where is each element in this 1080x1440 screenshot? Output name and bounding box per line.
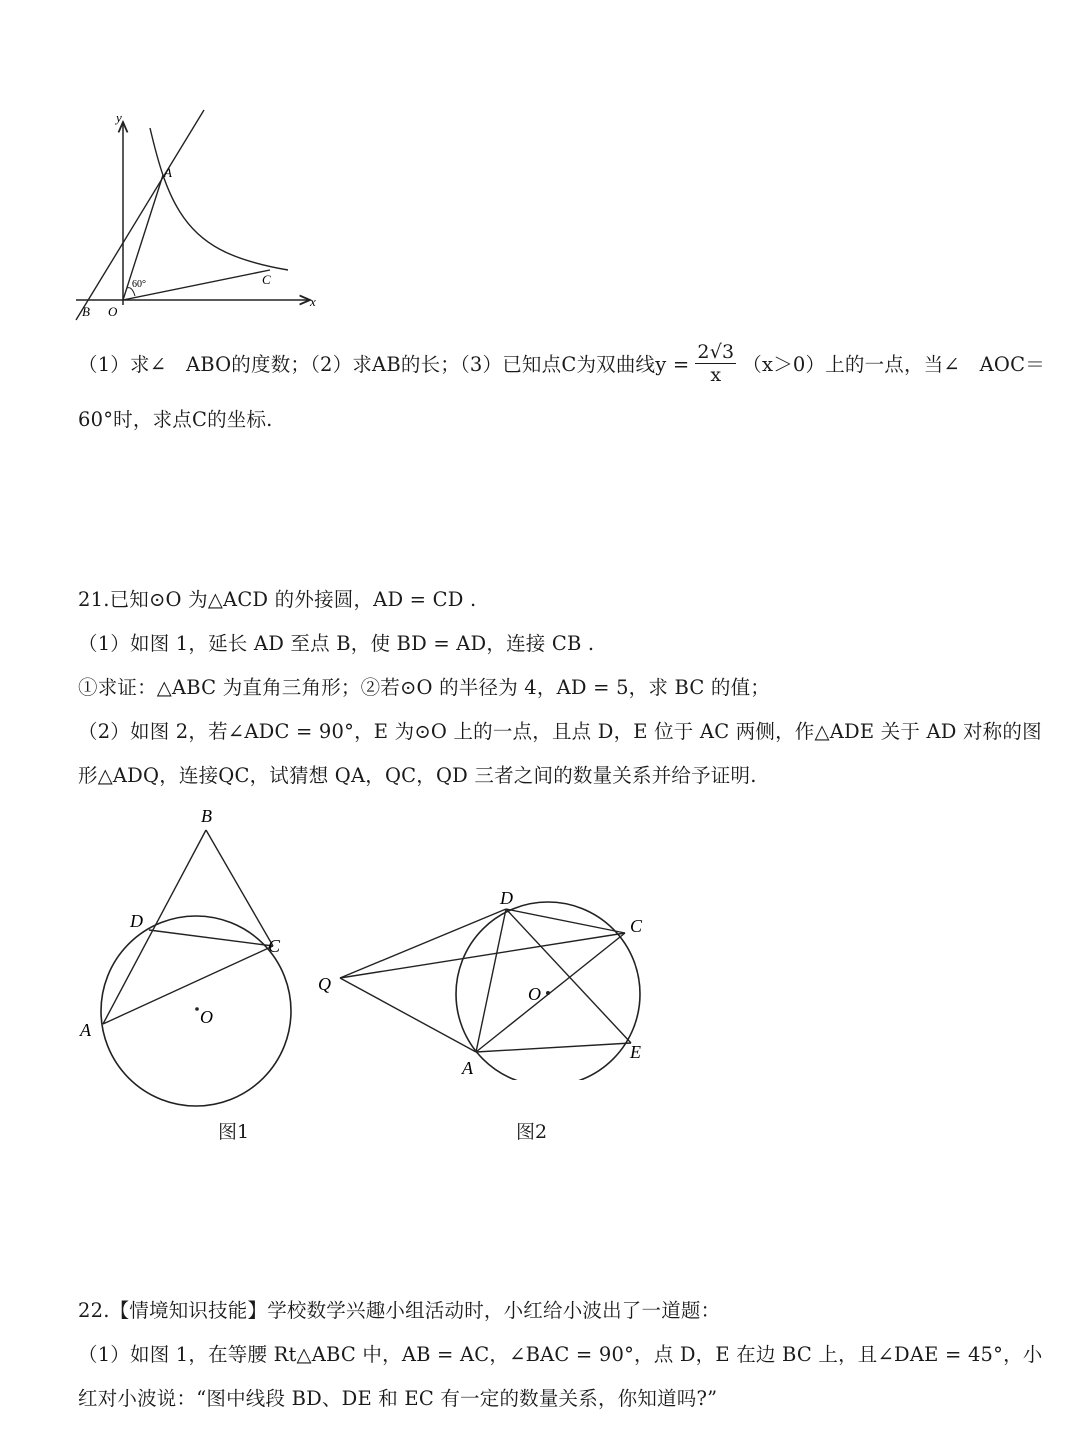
label-c: C (268, 936, 281, 956)
q20-fraction (695, 341, 736, 386)
label-o: O (528, 984, 541, 1004)
q20-coordinate-figure (70, 100, 330, 325)
segment-ae (476, 1043, 631, 1052)
label-e: E (630, 1042, 641, 1062)
center-dot-fig1 (195, 1007, 199, 1011)
label-c: C (262, 272, 271, 287)
label-a: A (80, 1020, 91, 1040)
q22-part-1-line-2: 红对小波说：“图中线段 BD、DE 和 EC 有一定的数量关系，你知道吗?” (78, 1387, 718, 1410)
segment-ca (476, 933, 625, 1052)
segment-qc (340, 933, 625, 978)
q21-part-2-line-1: （2）如图 2，若∠ADC = 90°，E 为⊙O 上的一点，且点 D，E 位于 AC 两侧，作△ADE 关于 AD 对称的图 (78, 720, 1042, 743)
q22-part-1-line-1: （1）如图 1，在等腰 Rt△ABC 中，AB = AC，∠BAC = 90°，点 D，E 在边 BC 上，且∠DAE = 45°，小 (78, 1343, 1043, 1366)
segment-qd (340, 909, 506, 978)
q20-line-1-part-1: （1）求∠ ABO的度数；（2）求AB的长；（3）已知点C为双曲线y = (78, 353, 690, 376)
label-a: A (462, 1058, 473, 1078)
q20-line-2: 60°时，求点C的坐标. (78, 408, 273, 431)
segment-ac (103, 946, 273, 1024)
q20-line-1 (78, 337, 1045, 389)
hyperbola-curve (150, 128, 288, 270)
label-q: Q (318, 974, 331, 994)
label-d: D (130, 911, 143, 931)
center-dot-fig2 (546, 991, 550, 995)
label-d: D (500, 888, 513, 908)
q20-fraction-numerator: 2√3 (697, 340, 735, 363)
x-axis-label: x (310, 294, 316, 309)
segment-bc (206, 830, 273, 946)
figure-2-caption: 图2 (516, 1121, 548, 1143)
q21-figure-2 (310, 880, 670, 1080)
q21-part-1: （1）如图 1，延长 AD 至点 B，使 BD = AD，连接 CB . (78, 632, 595, 655)
q21-part-1-sub: ①求证：△ABC 为直角三角形；②若⊙O 的半径为 4，AD = 5，求 BC 的值； (78, 676, 770, 699)
label-c: C (630, 916, 643, 936)
q22-stem: 22.【情境知识技能】学校数学兴趣小组活动时，小红给小波出了一道题： (78, 1299, 721, 1322)
segment-dc (149, 930, 273, 946)
label-a: A (164, 165, 172, 180)
y-axis-label: y (116, 110, 122, 125)
angle-label: 60° (132, 279, 146, 290)
figure-1-caption: 图1 (218, 1121, 250, 1143)
label-b: B (201, 806, 212, 826)
q21-stem: 21.已知⊙O 为△ACD 的外接圆，AD = CD . (78, 588, 477, 611)
label-b: B (82, 304, 90, 319)
q21-figure-1 (70, 800, 320, 1110)
label-o: O (200, 1007, 213, 1027)
q20-line-1-part-2: （x＞0）上的一点，当∠ AOC＝ (742, 353, 1045, 376)
segment-dc (506, 909, 625, 933)
label-o: O (108, 304, 118, 319)
q20-fraction-denominator: x (710, 363, 722, 386)
q21-part-2-line-2: 形△ADQ，连接QC，试猜想 QA，QC，QD 三者之间的数量关系并给予证明. (78, 764, 757, 787)
segment-ab (103, 830, 206, 1024)
